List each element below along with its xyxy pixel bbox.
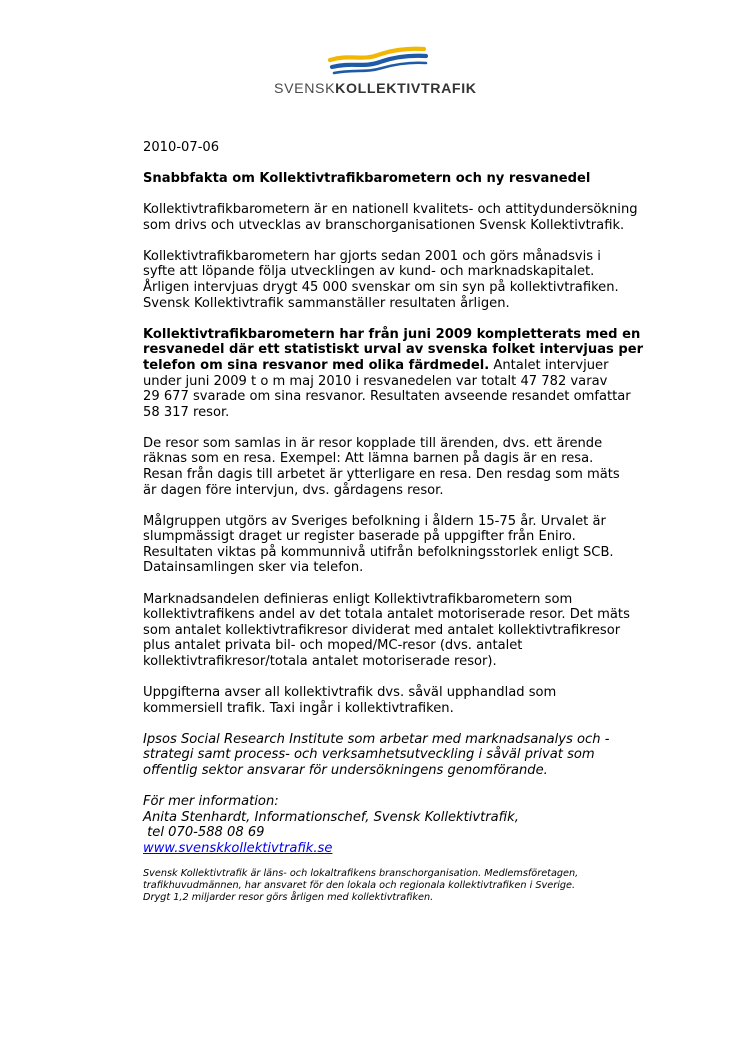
text-line: syfte att löpande följa utvecklingen av kund- och marknadskapitalet. bbox=[143, 264, 595, 280]
text-line: strategi samt process- och verksamhetsutveckling i såväl privat som bbox=[143, 747, 595, 763]
text-line: är dagen före intervjun, dvs. gårdagens resor. bbox=[143, 482, 444, 498]
text-line: Årligen intervjuas drygt 45 000 svenskar om sin syn på kollektivtrafiken. bbox=[143, 280, 619, 296]
text-line: offentlig sektor ansvarar för undersökningens genomförande. bbox=[143, 762, 548, 778]
text-line: under juni 2009 t o m maj 2010 i resvanedelen var totalt 47 782 varav bbox=[143, 373, 608, 389]
text-line: som drivs och utvecklas av branschorganisationen Svensk Kollektivtrafik. bbox=[143, 217, 625, 233]
logo-wordmark bbox=[274, 81, 477, 97]
paragraph-uppgifter bbox=[143, 685, 683, 716]
text-line-bold: telefon om sina resvanor med olika färdmedel. bbox=[143, 357, 490, 373]
paragraph-malgrupp bbox=[143, 514, 683, 576]
text-line: Resan från dagis till arbetet är ytterligare en resa. Den resdag som mäts bbox=[143, 467, 620, 482]
logo-text-bold: KOLLEKTIVTRAFIK bbox=[335, 81, 477, 97]
text-line-bold: resvanedel där ett statistiskt urval av svenska folket intervjuas per bbox=[143, 342, 644, 358]
text-line: Kollektivtrafikbarometern har gjorts sedan 2001 och görs månadsvis i bbox=[143, 248, 601, 264]
document-body bbox=[143, 140, 683, 904]
text-line: kollektivtrafikresor/totala antalet motoriserade resor). bbox=[143, 653, 497, 669]
contact-person: Anita Stenhardt, Informationschef, Svensk Kollektivtrafik, bbox=[143, 809, 519, 825]
text-line: Ipsos Social Research Institute som arbetar med marknadsanalys och - bbox=[143, 731, 610, 747]
footer-line: Drygt 1,2 miljarder resor görs årligen med kollektivtrafiken. bbox=[143, 892, 434, 904]
footer-line: Svensk Kollektivtrafik är läns- och lokaltrafikens branschorganisation. Medlemsföretagen, bbox=[143, 868, 579, 880]
text-line: Uppgifterna avser all kollektivtrafik dvs. såväl upphandlad som bbox=[143, 685, 557, 701]
document-title: Snabbfakta om Kollektivtrafikbarometern och ny resvanedel bbox=[143, 171, 591, 187]
text-line: kommersiell trafik. Taxi ingår i kollektivtrafiken. bbox=[143, 700, 454, 716]
footer-note bbox=[143, 868, 683, 904]
paragraph-ipsos bbox=[143, 732, 683, 779]
text-line: Kollektivtrafikbarometern är en nationell kvalitets- och attitydundersökning bbox=[143, 202, 638, 218]
paragraph-history bbox=[143, 249, 683, 311]
contact-heading: För mer information: bbox=[143, 794, 279, 809]
text-line: De resor som samlas in är resor kopplade till ärenden, dvs. ett ärende bbox=[143, 435, 603, 451]
text-line: 29 677 svarade om sina resvanor. Resultaten avseende resandet omfattar bbox=[143, 389, 631, 405]
text-line: Resultaten viktas på kommunnivå utifrån befolkningsstorlek enligt SCB. bbox=[143, 544, 614, 560]
footer-line: trafikhuvudmännen, har ansvaret för den lokala och regionala kollektivtrafiken i Sverige. bbox=[143, 880, 576, 892]
paragraph-resor bbox=[143, 436, 683, 498]
text-line: räknas som en resa. Exempel: Att lämna barnen på dagis är en resa. bbox=[143, 451, 594, 467]
company-logo bbox=[270, 42, 486, 102]
text-line: slumpmässigt draget ur register baserade på uppgifter från Eniro. bbox=[143, 529, 576, 545]
website-link[interactable]: www.svenskkollektivtrafik.se bbox=[143, 840, 333, 856]
paragraph-marknadsandel bbox=[143, 592, 683, 670]
text-line: 58 317 resor. bbox=[143, 404, 230, 420]
text-line: Datainsamlingen sker via telefon. bbox=[143, 560, 364, 576]
paragraph-resvanedel bbox=[143, 327, 683, 421]
text-line: kollektivtrafikens andel av det totala antalet motoriserade resor. Det mäts bbox=[143, 607, 630, 623]
logo-wave-icon bbox=[328, 42, 428, 76]
logo-text-light: SVENSK bbox=[274, 81, 336, 97]
text-line: Marknadsandelen definieras enligt Kollektivtrafikbarometern som bbox=[143, 591, 573, 607]
text-line: Målgruppen utgörs av Sveriges befolkning i åldern 15-75 år. Urvalet är bbox=[143, 513, 606, 529]
paragraph-intro bbox=[143, 202, 683, 233]
text-line-bold: Kollektivtrafikbarometern har från juni 2009 kompletterats med en bbox=[143, 326, 641, 342]
contact-phone: tel 070-588 08 69 bbox=[143, 825, 265, 841]
text-line: Antalet intervjuer bbox=[489, 357, 609, 373]
contact-block bbox=[143, 794, 683, 856]
document-date: 2010-07-06 bbox=[143, 140, 220, 155]
text-line: plus antalet privata bil- och moped/MC-resor (dvs. antalet bbox=[143, 638, 523, 654]
text-line: som antalet kollektivtrafikresor dividerat med antalet kollektivtrafikresor bbox=[143, 622, 621, 638]
text-line: Svensk Kollektivtrafik sammanställer resultaten årligen. bbox=[143, 295, 510, 311]
